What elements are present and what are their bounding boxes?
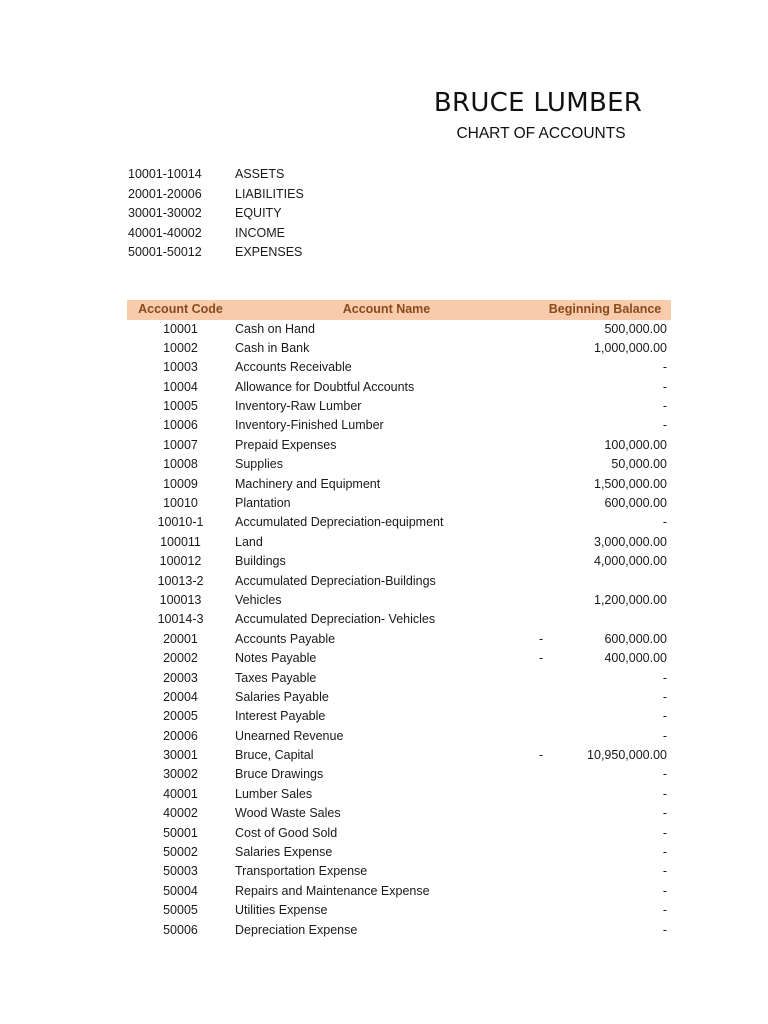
- account-code: 10014-3: [157, 612, 204, 627]
- account-code: 50004: [163, 883, 198, 898]
- beginning-balance: -: [662, 379, 667, 394]
- account-code: 20002: [163, 651, 198, 666]
- account-code: 100011: [160, 534, 201, 549]
- account-name: Vehicles: [235, 592, 282, 607]
- account-name: Cost of Good Sold: [235, 825, 338, 840]
- beginning-balance: 400,000.00: [604, 651, 667, 666]
- account-name: Plantation: [235, 496, 291, 511]
- table-row: [127, 921, 671, 940]
- beginning-balance: -: [662, 825, 667, 840]
- beginning-balance: -: [662, 360, 667, 375]
- beginning-balance: 500,000.00: [604, 321, 667, 336]
- table-row: [127, 707, 671, 726]
- account-name: Accounts Payable: [235, 631, 336, 646]
- account-code: 40001: [163, 786, 198, 801]
- beginning-balance: 1,200,000.00: [594, 592, 667, 607]
- table-row: [127, 804, 671, 823]
- range-codes: 30001-30002: [128, 206, 202, 220]
- account-name: Interest Payable: [235, 709, 326, 724]
- account-name: Depreciation Expense: [235, 922, 358, 937]
- table-row: [127, 688, 671, 707]
- account-name: Cash in Bank: [235, 340, 310, 355]
- account-code: 10004: [163, 379, 198, 394]
- beginning-balance: 50,000.00: [611, 457, 667, 472]
- beginning-balance: 4,000,000.00: [594, 554, 667, 569]
- account-ranges: [128, 165, 428, 263]
- range-label: EQUITY: [235, 206, 282, 220]
- account-name: Machinery and Equipment: [235, 476, 381, 491]
- beginning-balance: -: [662, 922, 667, 937]
- account-code: 30001: [163, 748, 198, 763]
- beginning-balance: 1,000,000.00: [594, 340, 667, 355]
- company-title: BRUCE LUMBER: [433, 88, 643, 118]
- account-name: Unearned Revenue: [235, 728, 344, 743]
- table-row: [127, 339, 671, 358]
- table-header: [127, 300, 671, 320]
- table-row: [127, 320, 671, 339]
- table-row: [127, 765, 671, 784]
- beginning-balance: 600,000.00: [604, 631, 667, 646]
- range-label: EXPENSES: [235, 245, 303, 259]
- table-row: [127, 572, 671, 591]
- table-row: [127, 533, 671, 552]
- range-label: LIABILITIES: [235, 186, 304, 201]
- beginning-balance: 600,000.00: [604, 496, 667, 511]
- account-name: Allowance for Doubtful Accounts: [235, 379, 415, 394]
- column-header-account-code: Account Code: [138, 302, 223, 316]
- balance-sign: -: [539, 631, 544, 646]
- account-name: Prepaid Expenses: [235, 437, 337, 452]
- account-code: 20001: [163, 631, 198, 646]
- account-code: 50002: [163, 845, 198, 860]
- account-code: 20006: [163, 728, 198, 743]
- range-codes: 40001-40002: [128, 225, 202, 240]
- account-code: 20005: [163, 709, 198, 724]
- beginning-balance: -: [662, 709, 667, 724]
- table-row: [127, 727, 671, 746]
- account-name: Utilities Expense: [235, 903, 328, 918]
- table-row: [127, 843, 671, 862]
- account-code: 10013-2: [157, 573, 204, 588]
- account-name: Accumulated Depreciation- Vehicles: [235, 612, 436, 627]
- table-row: [127, 610, 671, 629]
- table-row: [127, 882, 671, 901]
- account-name: Notes Payable: [235, 651, 317, 666]
- account-code: 10010-1: [157, 515, 204, 530]
- beginning-balance: 10,950,000.00: [587, 748, 667, 763]
- account-code: 100013: [159, 592, 202, 607]
- table-row: [127, 824, 671, 843]
- account-code: 10009: [163, 476, 198, 491]
- account-name: Accumulated Depreciation-Buildings: [235, 573, 436, 588]
- range-label: INCOME: [235, 225, 285, 240]
- table-row: [127, 669, 671, 688]
- account-name: Salaries Expense: [235, 845, 333, 860]
- beginning-balance: -: [662, 728, 667, 743]
- table-row: [127, 649, 671, 668]
- table-body: [127, 320, 671, 941]
- account-code: 30002: [163, 767, 198, 782]
- account-name: Inventory-Raw Lumber: [235, 399, 362, 414]
- account-name: Bruce, Capital: [235, 748, 314, 763]
- account-name: Transportation Expense: [235, 864, 368, 879]
- range-row: [128, 204, 428, 224]
- beginning-balance: -: [662, 689, 667, 704]
- account-name: Land: [235, 534, 263, 549]
- table-row: [127, 397, 671, 416]
- account-code: 50006: [163, 922, 198, 937]
- balance-sign: -: [539, 651, 544, 666]
- table-row: [127, 552, 671, 571]
- account-code: 50005: [163, 903, 198, 918]
- account-code: 50003: [163, 864, 198, 879]
- table-row: [127, 358, 671, 377]
- account-code: 100012: [159, 554, 202, 569]
- table-row: [127, 901, 671, 920]
- beginning-balance: -: [662, 399, 667, 414]
- account-code: 10005: [163, 399, 198, 414]
- account-name: Taxes Payable: [235, 670, 317, 685]
- beginning-balance: -: [662, 670, 667, 685]
- beginning-balance: 100,000.00: [604, 437, 667, 452]
- account-code: 50001: [163, 825, 198, 840]
- table-row: [127, 455, 671, 474]
- account-code: 10010: [163, 496, 198, 511]
- range-row: [128, 243, 428, 263]
- range-codes: 50001-50012: [128, 245, 202, 259]
- document-subtitle: CHART OF ACCOUNTS: [456, 125, 626, 142]
- beginning-balance: 1,500,000.00: [594, 476, 667, 491]
- account-name: Salaries Payable: [235, 689, 329, 704]
- account-name: Wood Waste Sales: [235, 806, 341, 821]
- account-name: Accounts Receivable: [235, 360, 352, 375]
- beginning-balance: -: [662, 418, 667, 433]
- account-code: 20004: [163, 689, 198, 704]
- table-row: [127, 416, 671, 435]
- account-code: 10006: [163, 418, 198, 433]
- beginning-balance: 3,000,000.00: [594, 534, 667, 549]
- range-codes: 20001-20006: [128, 186, 202, 201]
- account-code: 40002: [163, 806, 198, 821]
- account-name: Cash on Hand: [235, 321, 315, 336]
- account-code: 10001: [163, 321, 198, 336]
- account-code: 20003: [163, 670, 198, 685]
- range-row: [128, 185, 428, 205]
- table-row: [127, 630, 671, 649]
- account-name: Repairs and Maintenance Expense: [235, 883, 430, 898]
- account-name: Inventory-Finished Lumber: [235, 418, 384, 433]
- accounts-table: [127, 300, 671, 940]
- table-row: [127, 513, 671, 532]
- column-header-account-name: Account Name: [342, 302, 431, 316]
- beginning-balance: -: [662, 515, 667, 530]
- table-row: [127, 436, 671, 455]
- range-row: [128, 165, 428, 185]
- account-code: 10002: [163, 340, 198, 355]
- table-row: [127, 494, 671, 513]
- account-code: 10008: [163, 457, 198, 472]
- beginning-balance: -: [662, 845, 667, 860]
- beginning-balance: -: [662, 806, 667, 821]
- range-label: ASSETS: [235, 167, 285, 181]
- range-row: [128, 224, 428, 244]
- account-name: Accumulated Depreciation-equipment: [235, 515, 444, 530]
- table-row: [127, 378, 671, 397]
- account-name: Buildings: [235, 554, 286, 569]
- beginning-balance: -: [662, 767, 667, 782]
- column-header-beginning-balance: Beginning Balance: [548, 302, 662, 316]
- beginning-balance: -: [662, 786, 667, 801]
- beginning-balance: -: [662, 883, 667, 898]
- account-name: Supplies: [235, 457, 283, 472]
- table-row: [127, 746, 671, 765]
- account-name: Bruce Drawings: [235, 767, 324, 782]
- table-row: [127, 591, 671, 610]
- balance-sign: -: [539, 748, 544, 763]
- table-row: [127, 862, 671, 881]
- table-row: [127, 475, 671, 494]
- account-name: Lumber Sales: [235, 786, 313, 801]
- range-codes: 10001-10014: [128, 167, 202, 181]
- account-code: 10007: [163, 437, 198, 452]
- account-code: 10003: [163, 360, 198, 375]
- beginning-balance: -: [662, 864, 667, 879]
- table-row: [127, 785, 671, 804]
- beginning-balance: -: [662, 903, 667, 918]
